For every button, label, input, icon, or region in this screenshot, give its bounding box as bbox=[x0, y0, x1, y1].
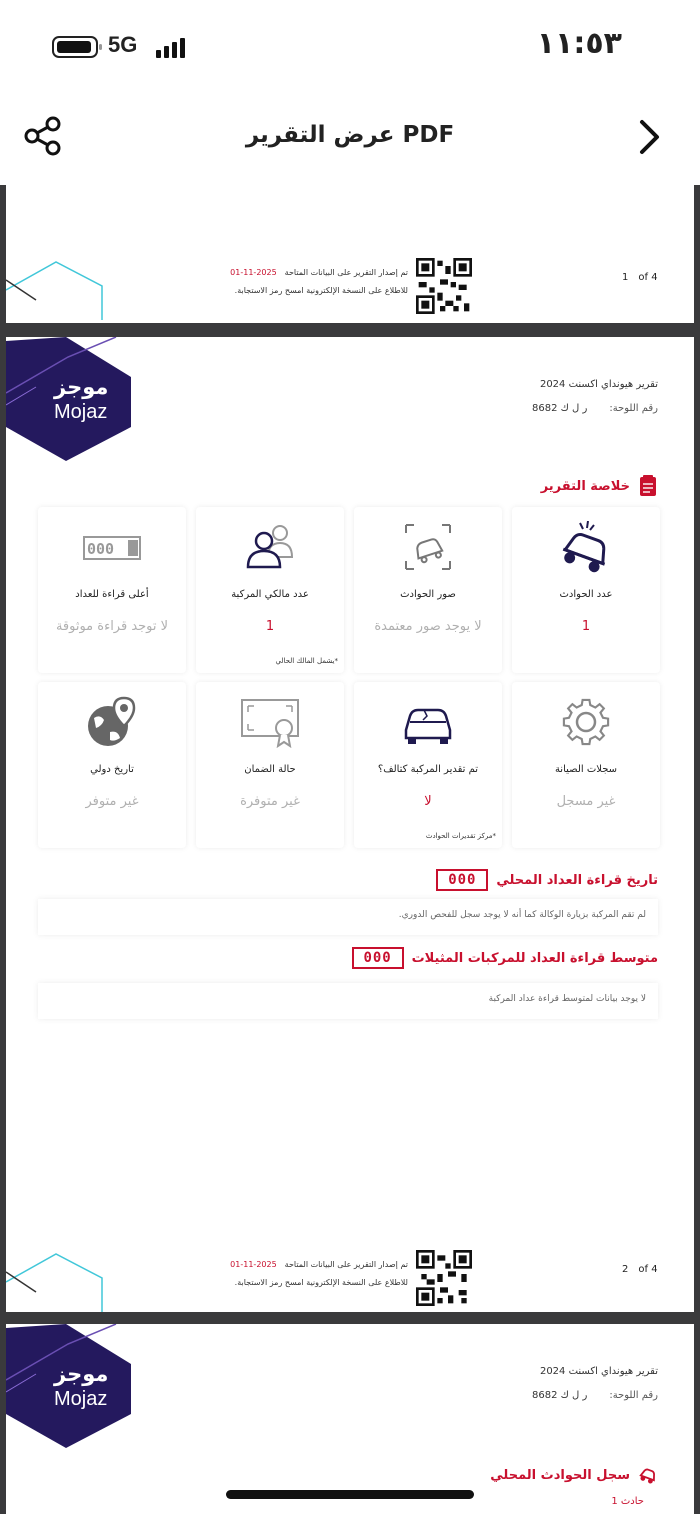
odometer-local-heading: تاريخ قراءة العداد المحلي 000 bbox=[436, 869, 658, 891]
home-indicator[interactable] bbox=[226, 1490, 474, 1499]
plate-label: رقم اللوحة: bbox=[609, 1390, 658, 1401]
decorative-lines bbox=[6, 1242, 116, 1312]
svg-text:000: 000 bbox=[87, 540, 115, 558]
signal-icon bbox=[156, 36, 192, 58]
odometer-badge-icon: 000 bbox=[436, 869, 488, 891]
plate-value: ر ل ك 8682 bbox=[532, 1390, 588, 1401]
decorative-lines bbox=[6, 250, 116, 320]
logo-text-en: Mojaz bbox=[54, 401, 108, 423]
chevron-right-icon[interactable] bbox=[632, 117, 666, 157]
mojaz-logo bbox=[6, 1324, 131, 1448]
certificate-icon bbox=[240, 696, 300, 748]
card-value: 1 bbox=[581, 619, 591, 634]
page-footer bbox=[6, 250, 694, 320]
pdf-page-2 bbox=[6, 337, 694, 1312]
card-value: لا توجد قراءة موثوقة bbox=[55, 619, 169, 634]
card-label: تاريخ دولي bbox=[90, 764, 134, 775]
card-value: 1 bbox=[265, 619, 275, 634]
card-note: *يشمل المالك الحالي bbox=[275, 657, 338, 665]
footer-scan-text: للاطلاع على النسخة الإلكترونية امسح رمز الاستجابة. bbox=[234, 1278, 408, 1287]
odometer-local-text: لم تقم المركبة بزيارة الوكالة كما أنه لا يوجد سجل للفحص الدوري. bbox=[38, 899, 658, 935]
logo-text-en: Mojaz bbox=[54, 1388, 108, 1410]
globe-pin-icon bbox=[82, 696, 142, 748]
report-document-icon bbox=[638, 475, 658, 497]
card-label: سجلات الصيانة bbox=[554, 764, 618, 775]
card-label: تم تقدير المركبة كتالف؟ bbox=[377, 764, 479, 775]
card-total-loss bbox=[354, 682, 502, 848]
card-label: أعلى قراءة للعداد bbox=[75, 589, 149, 600]
page-total: of 4 bbox=[638, 1264, 658, 1275]
qr-code bbox=[416, 258, 472, 314]
report-title: تقرير هيونداي اكسنت 2024 bbox=[539, 1366, 658, 1377]
card-owners-count bbox=[196, 507, 344, 673]
footer-issued-text: تم إصدار التقرير على البيانات المتاحة bbox=[284, 1260, 408, 1269]
page-number: 1 bbox=[622, 272, 629, 283]
pdf-viewer[interactable] bbox=[0, 185, 700, 1514]
qr-code bbox=[416, 1250, 472, 1306]
card-highest-odometer bbox=[38, 507, 186, 673]
mojaz-logo bbox=[6, 337, 131, 461]
damaged-car-icon bbox=[398, 696, 458, 748]
footer-scan-text: للاطلاع على النسخة الإلكترونية امسح رمز الاستجابة. bbox=[234, 286, 408, 295]
card-label: صور الحوادث bbox=[400, 589, 456, 600]
odometer-avg-text: لا يوجد بيانات لمتوسط قراءة عداد المركبة bbox=[38, 983, 658, 1019]
card-value: لا bbox=[424, 794, 432, 809]
status-time: ١١:٥٣ bbox=[536, 26, 622, 61]
footer-date: 2025-11-01 bbox=[230, 268, 277, 277]
card-warranty-status bbox=[196, 682, 344, 848]
odometer-icon bbox=[82, 521, 142, 573]
plate-row bbox=[532, 403, 658, 414]
odometer-badge-icon: 000 bbox=[352, 947, 404, 969]
battery-icon bbox=[52, 36, 98, 58]
card-value: غير متوفرة bbox=[240, 794, 300, 809]
page-total: of 4 bbox=[638, 272, 658, 283]
page-title: عرض التقرير PDF bbox=[245, 122, 455, 148]
summary-heading: خلاصة التقرير bbox=[541, 475, 658, 497]
card-international-history bbox=[38, 682, 186, 848]
card-accident-photos bbox=[354, 507, 502, 673]
plate-value: ر ل ك 8682 bbox=[532, 403, 588, 414]
pdf-page-3 bbox=[6, 1324, 694, 1514]
accident-item: حادث 1 bbox=[611, 1496, 644, 1507]
logo-text-ar: موجز bbox=[54, 375, 109, 399]
report-title: تقرير هيونداي اكسنت 2024 bbox=[539, 379, 658, 390]
gear-icon bbox=[556, 696, 616, 748]
car-crash-icon bbox=[556, 521, 616, 573]
card-value: لا يوجد صور معتمدة bbox=[374, 619, 482, 634]
card-label: عدد الحوادث bbox=[559, 589, 613, 600]
car-crash-icon bbox=[638, 1464, 658, 1486]
nav-bar bbox=[0, 95, 700, 185]
card-accident-count bbox=[512, 507, 660, 673]
odometer-avg-heading: متوسط قراءة العداد للمركبات المثيلات 000 bbox=[352, 947, 658, 969]
footer-issued-text: تم إصدار التقرير على البيانات المتاحة bbox=[284, 268, 408, 277]
plate-label: رقم اللوحة: bbox=[609, 403, 658, 414]
accidents-heading: سجل الحوادث المحلي bbox=[490, 1464, 658, 1486]
page-number: 2 bbox=[622, 1264, 629, 1275]
card-value: غير مسجل bbox=[556, 794, 616, 809]
card-label: عدد مالكي المركبة bbox=[231, 589, 309, 600]
card-note: *مركز تقديرات الحوادث bbox=[425, 832, 496, 840]
owners-icon bbox=[240, 521, 300, 573]
footer-date: 2025-11-01 bbox=[230, 1260, 277, 1269]
page-footer bbox=[6, 1242, 694, 1312]
network-type: 5G bbox=[108, 32, 138, 57]
card-value: غير متوفر bbox=[85, 794, 139, 809]
accident-photo-icon bbox=[398, 521, 458, 573]
logo-text-ar: موجز bbox=[54, 1362, 109, 1386]
card-label: حالة الضمان bbox=[244, 764, 296, 775]
pdf-page-1 bbox=[6, 185, 694, 323]
card-maintenance-records bbox=[512, 682, 660, 848]
status-bar bbox=[0, 0, 700, 95]
plate-row bbox=[532, 1390, 658, 1401]
